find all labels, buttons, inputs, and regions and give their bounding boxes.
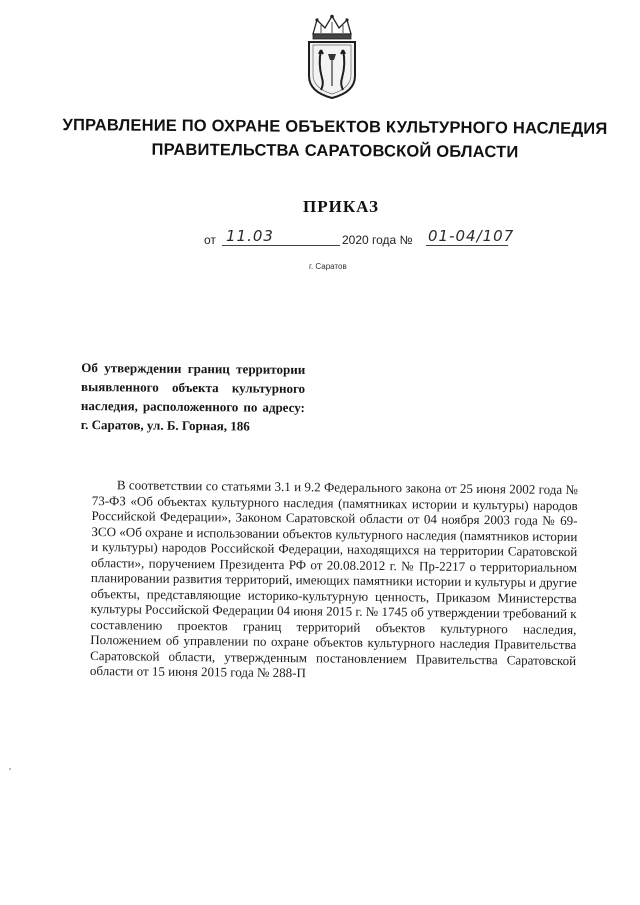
- number-underline: [426, 245, 508, 246]
- document-type-title: ПРИКАЗ: [303, 197, 379, 216]
- agency-name-line-1: УПРАВЛЕНИЕ ПО ОХРАНЕ ОБЪЕКТОВ КУЛЬТУРНОГО НАСЛЕДИЯ: [62, 116, 608, 138]
- coat-of-arms-icon: [299, 14, 365, 100]
- scan-speck: [9, 768, 11, 770]
- city-label: г. Саратов: [309, 262, 347, 271]
- date-underline: [222, 245, 340, 246]
- agency-name-line-2: ПРАВИТЕЛЬСТВА САРАТОВСКОЙ ОБЛАСТИ: [151, 140, 519, 162]
- date-prefix-label: от: [204, 233, 216, 247]
- order-date-number-row: [204, 227, 524, 250]
- order-subject: Об утверждении границ территории выявленного объекта культурного наследия, расположенного по адресу: г. Саратов, ул. Б. Горная, 186: [80, 360, 306, 434]
- handwritten-order-number: 01-04/107: [428, 227, 515, 245]
- handwritten-date: 11.03: [226, 227, 274, 245]
- year-number-label: 2020 года №: [342, 233, 413, 247]
- order-body-paragraph: В соответствии со статьями 3.1 и 9.2 Федерального закона от 25 июня 2002 года № 73-ФЗ «Об объектах культурного наследия (памятниках истории и культуры) народов Российской Федерации», Законом Саратовской области от 04 ноября 2003 года № 69-ЗСО «Об охране и использовании объектов культурного наследия (памятников истории и культуры) народов Российской Федерации, находящихся на территории Саратовской области», поручением Президента РФ от 20.08.2012 г. № Пр-2217 о территориальном планировании развития территорий, имеющих памятники истории и культуры и другие объекты, представляющие историко-культурную ценность, Приказом Министерства культуры Российской Федерации 04 июня 2015 г. № 1745 об утверждении требований к составлению проектов границ территорий объектов культурного наследия, Положением об управлении по охране объектов культурного наследия Правительства Саратовской области, утвержденным постановлением Правительства Саратовской области от 15 июня 2015 года № 288-П: [89, 477, 578, 681]
